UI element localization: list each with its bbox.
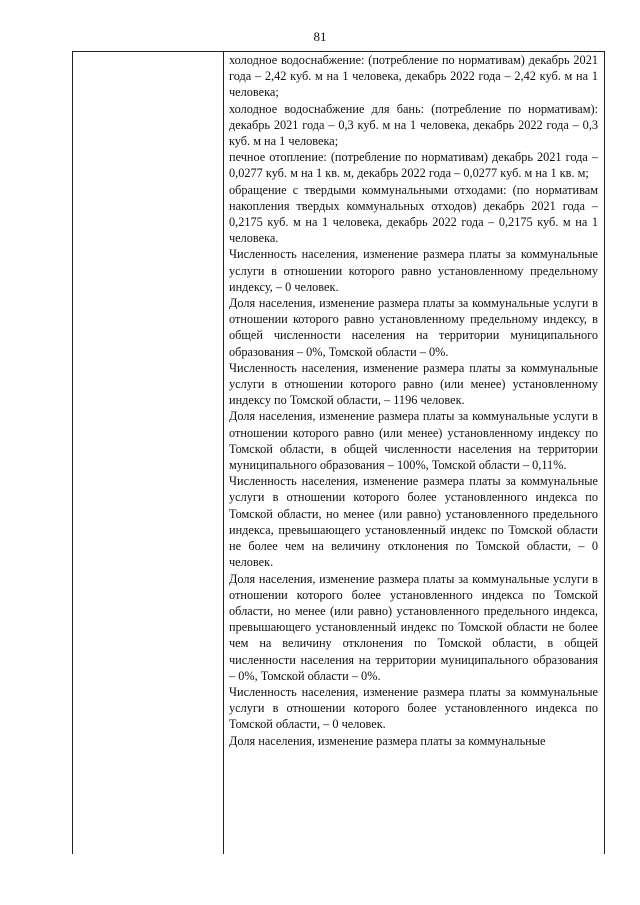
paragraph-cold-water-baths: холодное водоснабжение для бань: (потребление по нормативам): декабрь 2021 года – 0,3 куб. м на 1 человека, декабрь 2022 года – 0,3 куб. м на 1 человека; — [229, 101, 598, 149]
paragraph-population-within-index: Численность населения, изменение размера платы за коммунальные услуги в отношении которого равно (или менее) установленному индексу по Томской области, – 1196 человек. — [229, 360, 598, 408]
paragraph-solid-waste: обращение с твердыми коммунальными отходами: (по нормативам накопления твердых коммунальных отходов) декабрь 2021 года – 0,2175 куб. м на 1 человека, декабрь 2022 года – 0,2175 куб. м на 1 человека. — [229, 182, 598, 246]
document-table — [72, 51, 605, 854]
paragraph-share-within-deviation: Доля населения, изменение размера платы за коммунальные услуги в отношении которого более установленного индекса по Томской области, но менее (или равно) установленного предельного индекса, превышающего установленный индекс по Томской области не более чем на величину отклонения по Томской области, в общей численности населения на территории муниципального образования – 0%, Томской области – 0%. — [229, 571, 598, 683]
paragraph-share-within-index: Доля населения, изменение размера платы за коммунальные услуги в отношении которого равно (или менее) установленному индексу по Томской области, в общей численности населения на территории муниципального образования – 100%, Томской области – 0,11%. — [229, 409, 598, 473]
paragraph-population-equal-limit: Численность населения, изменение размера платы за коммунальные услуги в отношении которого равно установленному предельному индексу, – 0 человек. — [229, 247, 598, 294]
page-number: 81 — [313, 29, 327, 44]
paragraph-cold-water: холодное водоснабжение: (потребление по нормативам) декабрь 2021 года – 2,42 куб. м на 1 человека, декабрь 2022 года – 2,42 куб. м на 1 человека; — [229, 53, 598, 100]
table-cell-left-empty — [73, 52, 223, 854]
paragraph-population-within-deviation: Численность населения, изменение размера платы за коммунальные услуги в отношении которого более установленного индекса по Томской области, но менее (или равно) установленного предельного индекса, превышающего установленный индекс по Томской области не более чем на величину отклонения по Томской области, – 0 человек. — [229, 474, 598, 570]
paragraph-stove-heating: печное отопление: (потребление по нормативам) декабрь 2021 года – 0,0277 куб. м на 1 кв. м, декабрь 2022 года – 0,0277 куб. м на 1 кв. м; — [229, 150, 598, 181]
table-cell-right — [229, 52, 598, 749]
column-divider — [223, 52, 224, 854]
paragraph-share-equal-limit: Доля населения, изменение размера платы за коммунальные услуги в отношении которого равно установленному предельному индексу, в общей численности населения на территории муниципального образования – 0%, Томской области – 0%. — [229, 296, 598, 359]
paragraph-population-above-index: Численность населения, изменение размера платы за коммунальные услуги в отношении которого более установленного индекса по Томской области, – 0 человек. — [229, 684, 598, 732]
paragraph-share-continued: Доля населения, изменение размера платы за коммунальные — [229, 733, 546, 748]
